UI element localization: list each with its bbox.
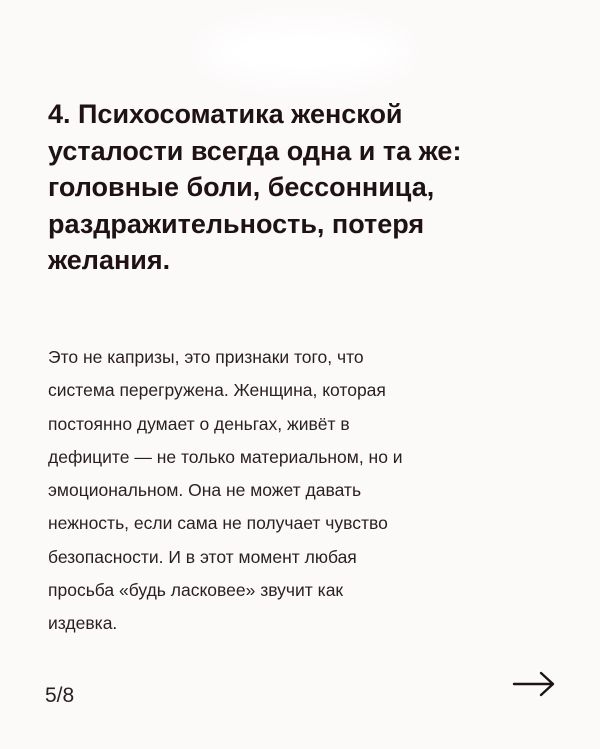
slide-body-text: Это не капризы, это признаки того, что система перегружена. Женщина, которая постоянно думает о деньгах, живёт в дефиците — не только материальном, но и эмоциональном. Она не может давать нежность, если сама не получает чувство безопасности. И в этот момент любая просьба «будь ласковее» звучит как издевка. xyxy=(48,347,403,634)
slide-heading: 4. Психосоматика женской усталости всегда одна и та же: головные боли, бессонница, раздражительность, потеря желания. xyxy=(48,99,462,275)
next-slide-button[interactable] xyxy=(510,666,558,702)
page-counter: 5/8 xyxy=(45,684,75,707)
background-glow xyxy=(200,22,410,82)
arrow-right-icon xyxy=(510,666,558,702)
